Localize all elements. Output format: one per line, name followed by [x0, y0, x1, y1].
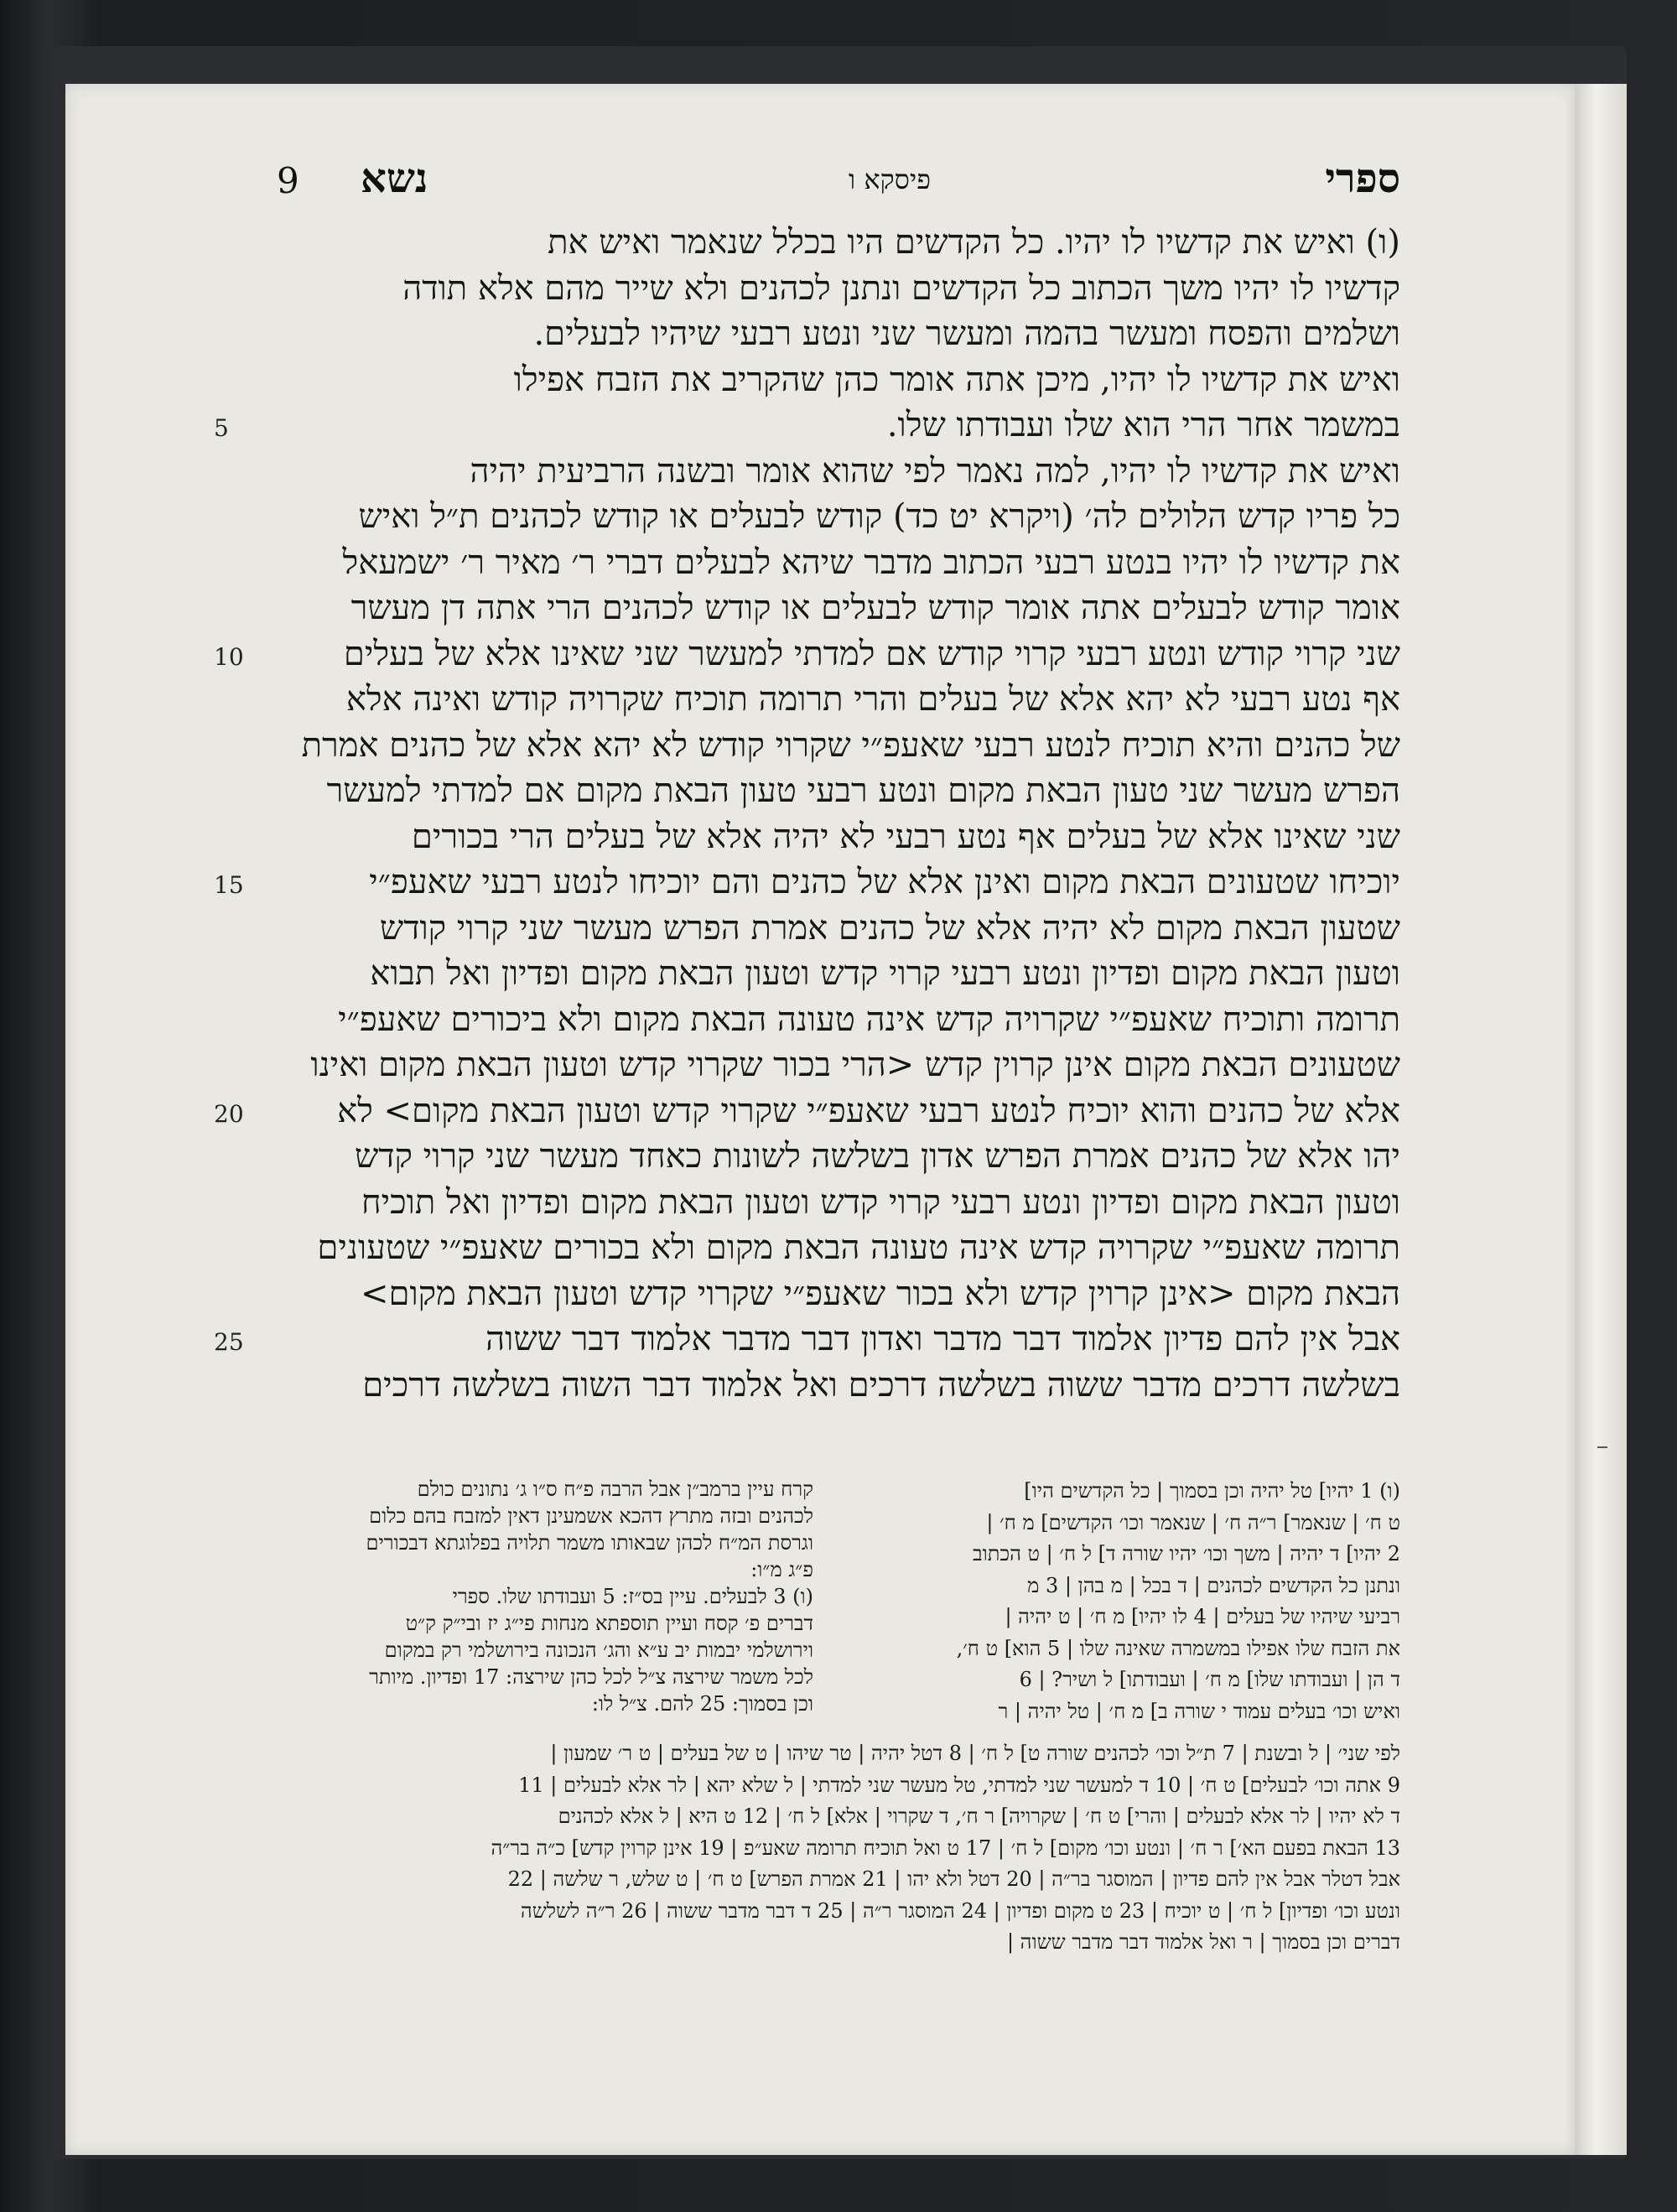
- text-line: (ו) ואיש את קדשיו לו יהיו. כל הקדשים היו בכלל שנאמר ואיש את: [548, 223, 1400, 262]
- text-line: אלא של כהנים והוא יוכיח לנטע רבעי שאעפ״י שקרוי קדש וטעון הבאת מקום> לא: [337, 1091, 1400, 1130]
- variant-readings-column: [872, 1476, 1400, 1727]
- note-line: את הזבח שלו אפילו במשמרה שאינה שלו | 5 הוא] ט ח׳,: [956, 1636, 1400, 1660]
- text-line: ואיש את קדשיו לו יהיו, למה נאמר לפי שהוא אומר ובשנה הרביעית יהיה: [470, 451, 1400, 491]
- line-number: 25: [214, 1328, 244, 1356]
- note-line: 9 אתה וכו׳ לבעלים] ט ח׳ | 10 ד למעשר שני למדתי, טל מעשר שני למדתי | ל שלא יהא | לר אלא לבעלים | 11: [518, 1773, 1400, 1797]
- text-line: כל פריו קדש הלולים לה׳ (ויקרא יט כד) קודש לבעלים או קודש לכהנים ת״ל ואיש: [358, 497, 1400, 536]
- note-line: ואיש וכו׳ בעלים עמוד י שורה ב] מ ח׳ | טל יהיה | ר: [998, 1699, 1400, 1723]
- text-line: ושלמים והפסח ומעשר בהמה ומעשר שני ונטע רבעי שיהיו לבעלים.: [533, 314, 1400, 353]
- page-number: 9: [277, 160, 299, 201]
- note-line: ט ח׳ | שנאמר] ר״ה ח׳ | שנאמר וכו׳ הקדשים] מ ח׳ |: [986, 1510, 1400, 1534]
- note-line: אבל דטלר אבל אין להם פדיון | המוסגר בר״ה | 20 דטל ולא יהו | 21 אמרת הפרש] ט ח׳ | ט שלש, ר שלשה | 22: [507, 1867, 1400, 1891]
- note-line: לפי שני׳ | ל ובשנת | 7 ת״ל וכו׳ לכהנים שורה ט] ל ח׳ | 8 דטל יהיה | טר שיהו | ט של בעלים | ט ר׳ שמעון |: [550, 1742, 1400, 1765]
- text-line: וטעון הבאת מקום ופדיון ונטע רבעי קרוי קדש וטעון הבאת מקום ופדיון ואל תבוא: [370, 954, 1400, 993]
- text-line: הבאת מקום <אינן קרוין קדש ולא בכור שאעפ״י שקרוי קדש וטעון הבאת מקום>: [360, 1274, 1400, 1313]
- text-line: שני קרוי קודש ונטע רבעי קרוי קודש אם למדתי למעשר שני שאינו אלא של בעלים: [343, 634, 1400, 673]
- line-number: 20: [214, 1100, 244, 1128]
- text-line: יהו אלא של כהנים אמרת הפרש אדון בשלשה לשונות כאחד מעשר שני קרוי קדש: [354, 1137, 1400, 1176]
- note-line: ד הן | ועבודתו שלו] מ ח׳ | ועבודתו] ל ושיר? | 6: [1019, 1668, 1400, 1691]
- text-line: וטעון הבאת מקום ופדיון ונטע רבעי קרוי קדש וטעון הבאת מקום ופדיון ואל תוכיח: [361, 1182, 1400, 1222]
- text-line: אומר קודש לבעלים אתה אומר קודש לבעלים או קודש לכהנים הרי אתה דן מעשר: [350, 589, 1400, 627]
- text-line: של כהנים והיא תוכיח לנטע רבעי שאעפ״י שקרוי קודש לא יהא אלא של כהנים אמרת: [301, 725, 1400, 765]
- main-text: [277, 220, 1400, 1408]
- note-line: לכל משמר שירצה צ״ל לכל כהן שירצה: 17 ופדיון. מיותר: [369, 1665, 813, 1689]
- note-line: ד לא יהיו | לר אלא לבעלים | והרי] ט ח׳ | שקרויה] ר ח׳, ד שקרוי | אלא] ל ח׳ | 12 ט היא | ל אלא לכהנים: [558, 1804, 1400, 1828]
- text-line: ואיש את קדשיו לו יהיו, מיכן אתה אומר כהן שהקריב את הזבח אפילו: [513, 360, 1400, 399]
- note-line: דברים פ׳ קסח ועיין תוספתא מנחות פי״ג יז ובי״ק ק״ט: [405, 1612, 813, 1635]
- line-number: 5: [214, 414, 229, 442]
- text-line: בשלשה דרכים מדבר ששוה בשלשה דרכים ואל אלמוד דבר השוה בשלשה דרכים: [362, 1365, 1400, 1405]
- book-title: ספרי: [1325, 155, 1400, 202]
- section-title: פיסקא ו: [848, 164, 931, 195]
- commentary-notes-column: [277, 1476, 813, 1717]
- text-line: תרומה שאעפ״י שקרויה קדש אינה טעונה הבאת מקום ולא בכורים שאעפ״י שטעונים: [317, 1228, 1400, 1267]
- text-line: אף נטע רבעי לא יהא אלא של בעלים והרי תרומה תוכיח שקרויה קודש ואינה אלא: [345, 680, 1400, 719]
- note-line: פ״ג מ״ו:: [750, 1558, 813, 1581]
- variant-readings-continued: [277, 1738, 1400, 1959]
- note-line: ונטע וכו׳ ופדיון] ל ח׳ | ט יוכיח | 23 ט מקום ופדיון | 24 המוסגר ר״ה | 25 ד דבר מדבר ששוה | 26 ר״ה לשלשה: [520, 1898, 1400, 1923]
- text-line: במשמר אחר הרי הוא שלו ועבודתו שלו.: [886, 406, 1400, 444]
- note-line: ונתנן כל הקדשים לכהנים | ד בכל | מ בהן | 3 מ: [1027, 1573, 1400, 1597]
- note-line: (ו) 3 לבעלים. עיין בס״ז: 5 ועבודתו שלו. ספרי: [452, 1585, 813, 1608]
- next-page-edge: [1575, 84, 1627, 2155]
- text-line: יוכיחו שטעונים הבאת מקום ואינן אלא של כהנים והם יוכיחו לנטע רבעי שאעפ״י: [369, 863, 1400, 901]
- text-line: שני שאינו אלא של בעלים אף נטע רבעי לא יהיה אלא של בעלים הרי בכורים: [411, 817, 1400, 856]
- note-line: וכן בסמוך: 25 להם. צ״ל לו:: [591, 1692, 813, 1716]
- note-line: 13 הבאת בפעם הא׳] ר ח׳ | ונטע וכו׳ מקום] ל ח׳ | 17 ט ואל תוכיח תרומה שאע״פ | 19 אינן קרוין קדש] כ״ה בר״ה: [491, 1836, 1400, 1860]
- text-line: תרומה ותוכיח שאעפ״י שקרויה קדש אינה טעונה הבאת מקום ולא ביכורים שאעפ״י: [338, 1000, 1400, 1039]
- note-line: דברים וכן בסמוך | ר ואל אלמוד דבר מדבר ששוה |: [1006, 1930, 1400, 1954]
- note-line: וגרסת המ״ח לכהן שבאותו משמר תלויה בפלוגתא דבכורים: [366, 1531, 813, 1555]
- note-line: 2 יהיו] ד יהיה | משך וכו׳ יהיו שורה ד] ל ח׳ | ט הכתוב: [973, 1542, 1400, 1566]
- note-line: וירושלמי יבמות יב ע״א והג׳ הנכונה בירושלמי רק במקום: [384, 1638, 813, 1662]
- line-number: 15: [214, 871, 244, 899]
- note-line: (ו) 1 יהיו] טל יהיה וכן בסמוך | כל הקדשים היו]: [1024, 1479, 1400, 1503]
- line-number: 10: [214, 643, 244, 671]
- note-line: קרח עיין ברמב״ן אבל הרבה פ״ח ס״ו ג׳ נתונים כולם: [417, 1477, 813, 1501]
- text-line: אבל אין להם פדיון אלמוד דבר מדבר ואדון דבר מדבר אלמוד דבר ששוה: [485, 1320, 1400, 1358]
- text-line: שטעונים הבאת מקום אינן קרוין קדש <הרי בכור שקרוי קדש וטעון הבאת מקום ואינו: [310, 1046, 1400, 1084]
- text-line: את קדשיו לו יהיו בנטע רבעי הכתוב מדבר שיהא לבעלים דברי ר׳ מאיר ר׳ ישמעאל: [342, 543, 1400, 582]
- text-line: קדשיו לו יהיו משך הכתוב כל הקדשים ונתנן לכהנים ולא שייר מהם אלא תודה: [402, 268, 1400, 308]
- note-line: רביעי שיהיו של בעלים | 4 לו יהיו] מ ח׳ | ט יהיה |: [1005, 1605, 1400, 1628]
- text-line: שטעון הבאת מקום לא יהיה אלא של כהנים אמרת הפרש מעשר שני קרוי קודש: [379, 908, 1400, 948]
- text-line: הפרש מעשר שני טעון הבאת מקום ונטע רבעי טעון הבאת מקום אם למדתי למעשר: [326, 771, 1400, 810]
- parsha-title: נשא: [361, 155, 428, 202]
- page-header: [277, 155, 1400, 205]
- note-line: לכהנים ובזה מתרץ דהכא אשמעינן דאין למזבח בהם כלום: [369, 1504, 813, 1528]
- page-margin-mark: [1597, 1446, 1607, 1448]
